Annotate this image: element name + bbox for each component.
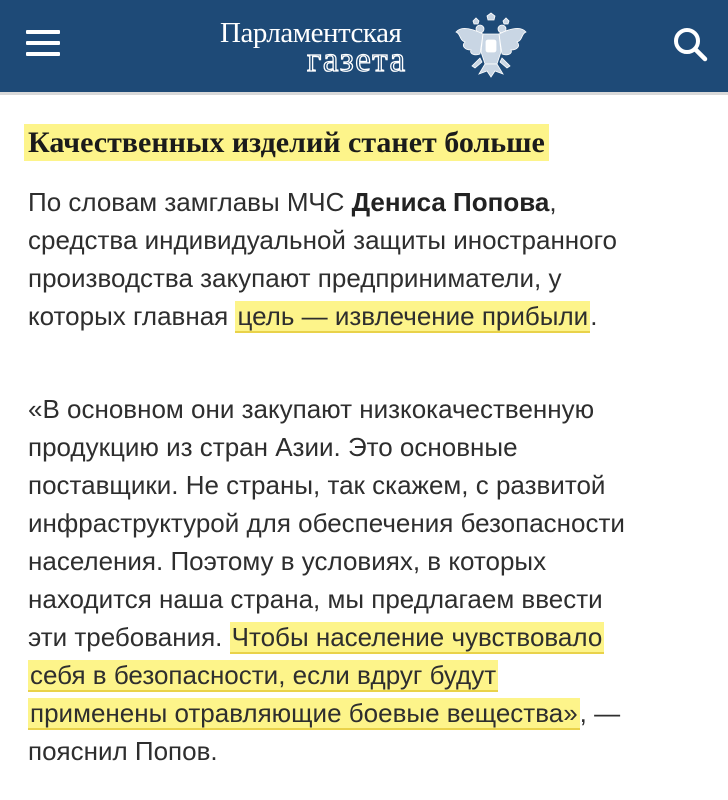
paragraph-line: производства закупают предприниматели, у — [28, 263, 562, 293]
highlighted-text: цель — извлечение прибыли — [237, 301, 589, 331]
menu-icon-bar — [26, 52, 60, 56]
highlighted-text: применены отравляющие боевые вещества» — [30, 698, 578, 728]
highlighted-text: себя в безопасности, если вдруг будут — [30, 660, 497, 690]
search-button[interactable] — [670, 24, 710, 64]
paragraph-line — [28, 656, 625, 694]
menu-button[interactable] — [26, 28, 60, 58]
paragraph-line: поставщики. Не страны, так скажем, с развитой — [28, 470, 606, 500]
menu-icon-bar — [26, 41, 60, 45]
search-icon — [670, 24, 710, 64]
article-paragraph-1 — [28, 183, 617, 335]
paragraph-line — [28, 618, 625, 656]
text-segment: которых главная — [28, 301, 236, 331]
paragraph-line — [28, 297, 617, 335]
article-paragraph-2-quote — [28, 390, 625, 770]
text-segment: По словам замглавы МЧС — [28, 187, 352, 217]
text-segment: , — — [579, 698, 621, 728]
logo-title-line1: Парламентская — [220, 17, 402, 49]
hamburger-menu-icon — [26, 30, 60, 34]
text-segment: эти требования. — [28, 622, 230, 652]
paragraph-line — [28, 694, 625, 732]
paragraph-line: находится наша страна, мы предлагаем ввести — [28, 584, 603, 614]
paragraph-line — [28, 183, 617, 221]
paragraph-line: продукцию из стран Азии. Это основные — [28, 432, 518, 462]
headline-text: Качественных изделий станет больше — [24, 124, 549, 161]
person-name: Дениса Попова — [351, 187, 550, 217]
paragraph-line: населения. Поэтому в условиях, в которых — [28, 546, 547, 576]
paragraph-line: инфраструктурой для обеспечения безопасности — [28, 508, 625, 538]
logo-title-line2: газета — [307, 40, 407, 79]
double-headed-eagle-emblem-icon — [453, 12, 529, 82]
text-segment: . — [590, 301, 598, 331]
highlighted-text: Чтобы население чувствовало — [231, 622, 603, 652]
site-header — [0, 0, 728, 95]
paragraph-line: пояснил Попов. — [28, 736, 218, 766]
site-logo[interactable] — [215, 8, 535, 86]
article-subheading — [24, 123, 549, 163]
text-segment: , — [549, 187, 557, 217]
paragraph-line: «В основном они закупают низкокачественную — [28, 394, 595, 424]
article-body — [0, 95, 728, 800]
paragraph-line: средства индивидуальной защиты иностранного — [28, 225, 617, 255]
